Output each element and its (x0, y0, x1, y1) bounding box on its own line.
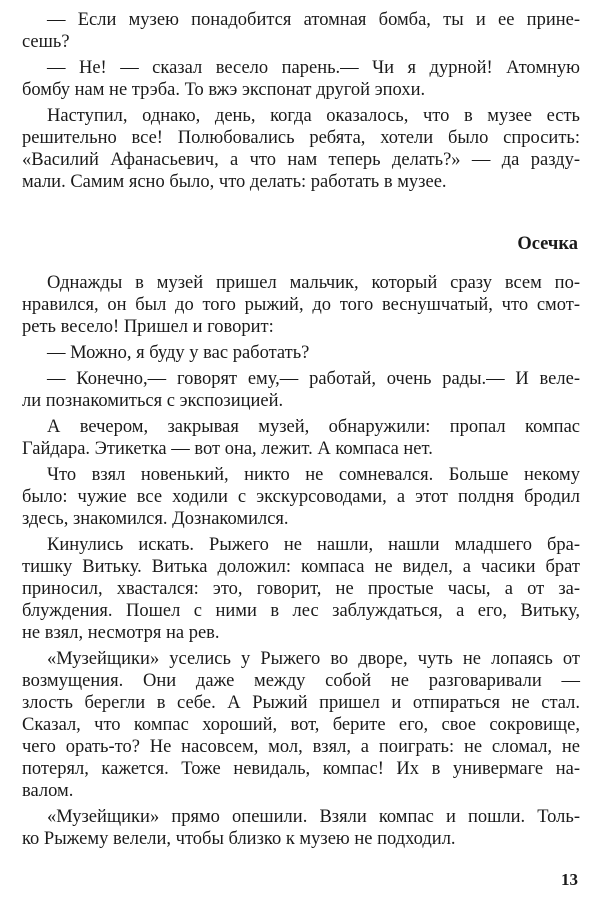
text-line: решительно все! Полюбовались ребята, хотели было спросить: (22, 128, 580, 148)
text-line: «Василий Афанасьевич, а что нам теперь делать?» — да разду- (22, 150, 580, 170)
paragraph (22, 105, 580, 193)
text-line: Кинулись искать. Рыжего не нашли, нашли младшего бра- (47, 535, 580, 555)
paragraph (22, 806, 580, 850)
text-line: А вечером, закрывая музей, обнаружили: пропал компас (47, 417, 580, 437)
paragraph (22, 534, 580, 644)
text-line: приносил, хвастался: это, говорит, не простые часы, а от за- (22, 579, 580, 599)
text-line: злость берегли в себе. А Рыжий пришел и отпираться не стал. (22, 693, 580, 713)
paragraph (22, 9, 580, 53)
text-line: — Если музею понадобится атомная бомба, ты и ее прине- (47, 10, 580, 30)
paragraph (22, 368, 580, 412)
text-line: — Можно, я буду у вас работать? (47, 343, 310, 363)
text-line: чего орать-то? Не насовсем, мол, взял, а поиграть: не сломал, не (22, 737, 580, 757)
paragraph (22, 272, 580, 338)
text-line: «Музейщики» прямо опешили. Взяли компас и пошли. Толь- (47, 807, 580, 827)
text-line: Однажды в музей пришел мальчик, который сразу всем по- (47, 273, 580, 293)
text-line: Что взял новенький, никто не сомневался. Больше некому (47, 465, 580, 485)
paragraph (22, 416, 580, 460)
text-line: сешь? (22, 32, 70, 52)
paragraph (22, 57, 580, 101)
text-line: нравился, он был до того рыжий, до того веснушчатый, что смот- (22, 295, 580, 315)
text-line: — Не! — сказал весело парень.— Чи я дурной! Атомную (47, 58, 580, 78)
paragraph (22, 342, 580, 364)
text-line: тишку Витьку. Витька доложил: компаса не видел, а часики брат (22, 557, 580, 577)
paragraph (22, 464, 580, 530)
text-block-main (22, 272, 580, 854)
text-line: «Музейщики» уселись у Рыжего во дворе, чуть не лопаясь от (47, 649, 580, 669)
text-line: потерял, кажется. Тоже невидаль, компас! Их в универмаге на- (22, 759, 580, 779)
text-line: реть весело! Пришел и говорит: (22, 317, 274, 337)
text-line: было: чужие все ходили с экскурсоводами, а этот полдня бродил (22, 487, 580, 507)
text-line: бомбу нам не трэба. То вжэ экспонат другой эпохи. (22, 80, 426, 100)
text-block-top (22, 9, 580, 197)
text-line: валом. (22, 781, 74, 801)
text-line: — Конечно,— говорят ему,— работай, очень рады.— И веле- (47, 369, 580, 389)
text-line: здесь, знакомился. Дознакомился. (22, 509, 289, 529)
section-heading: Осечка (517, 234, 578, 254)
text-line: мали. Самим ясно было, что делать: работать в музее. (22, 172, 447, 192)
text-line: блуждения. Пошел с ними в лес заблуждаться, а его, Витьку, (22, 601, 580, 621)
page-number: 13 (561, 870, 578, 889)
text-line: Гайдара. Этикетка — вот она, лежит. А компаса нет. (22, 439, 433, 459)
text-line: не взял, несмотря на рев. (22, 623, 220, 643)
text-line: ли познакомиться с экспозицией. (22, 391, 284, 411)
text-line: ко Рыжему велели, чтобы близко к музею не подходил. (22, 829, 456, 849)
text-line: Сказал, что компас хороший, вот, берите его, свое сокровище, (22, 715, 580, 735)
paragraph (22, 648, 580, 802)
text-line: Наступил, однако, день, когда оказалось, что в музее есть (47, 106, 580, 126)
text-line: возмущения. Они даже между собой не разговаривали — (22, 671, 580, 691)
